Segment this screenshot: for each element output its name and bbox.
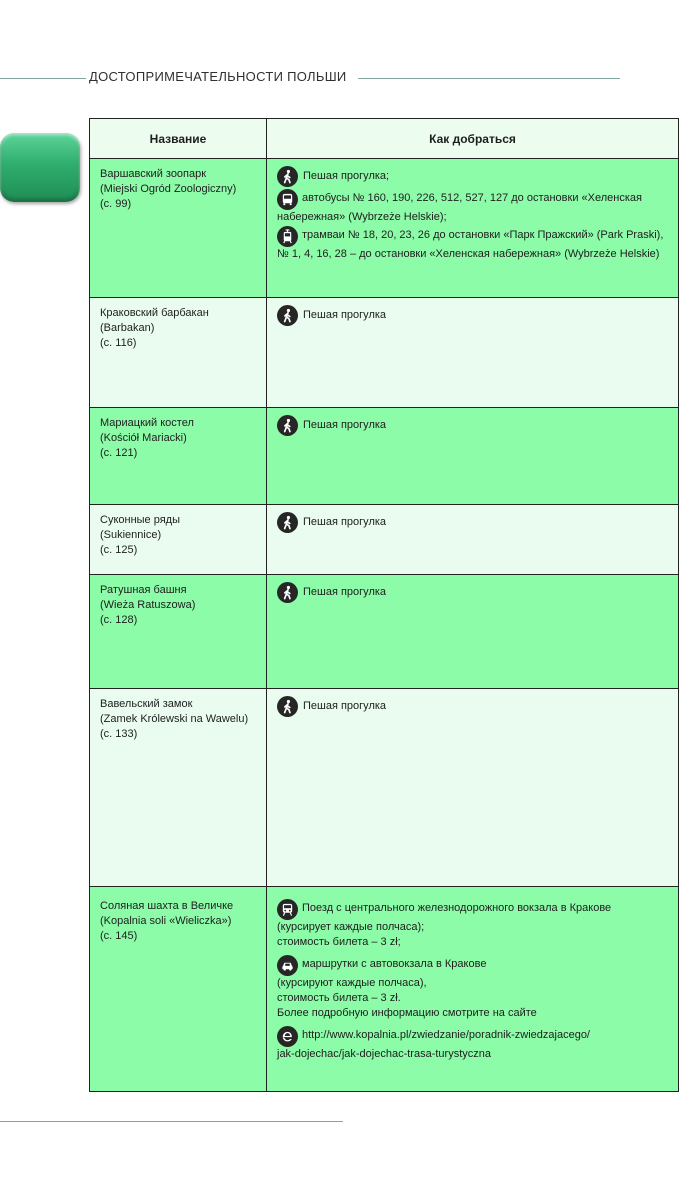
place-name: Мариацкий костел — [100, 417, 194, 429]
walk-text: Пешая прогулка — [303, 700, 387, 712]
page-header: ДОСТОПРИМЕЧАТЕЛЬНОСТИ ПОЛЬШИ — [89, 69, 347, 84]
walking-icon — [277, 696, 298, 717]
walk-route — [277, 166, 674, 188]
train-price: стоимость билета – 3 zł; — [277, 936, 401, 948]
place-name: Вавельский замок — [100, 698, 193, 710]
train-frequency: (курсирует каждые полчаса); — [277, 921, 425, 933]
place-name-original: (Kopalnia soli «Wieliczka») — [100, 915, 232, 927]
page-reference: (с. 116) — [100, 337, 137, 349]
name-cell — [90, 505, 267, 575]
table-row — [90, 575, 679, 689]
car-icon — [277, 955, 298, 976]
table-row — [90, 408, 679, 505]
walk-text: Пешая прогулка — [303, 419, 387, 431]
bus-route — [277, 189, 674, 225]
walking-icon — [277, 305, 298, 326]
page-reference: (с. 99) — [100, 198, 132, 210]
place-name-original: (Wieża Ratuszowa) — [100, 599, 196, 611]
walk-text: Пешая прогулка — [303, 516, 387, 528]
column-header-route: Как добраться — [267, 119, 679, 159]
walk-route — [277, 512, 674, 534]
walk-route — [277, 415, 674, 437]
place-name-original: (Sukiennice) — [100, 529, 162, 541]
place-name-original: (Zamek Królewski na Wawelu) — [100, 713, 249, 725]
table-row — [90, 689, 679, 887]
name-cell — [90, 298, 267, 408]
internet-e-icon — [277, 1026, 298, 1047]
tram-route — [277, 226, 674, 262]
website-link[interactable] — [277, 1026, 674, 1062]
name-cell — [90, 575, 267, 689]
header-rule-left — [0, 78, 86, 79]
route-cell — [267, 298, 679, 408]
route-cell — [267, 505, 679, 575]
website-url-continued[interactable]: jak-dojechac/jak-dojechac-trasa-turystyczna — [277, 1048, 491, 1060]
minibus-price: стоимость билета – 3 zł. — [277, 992, 401, 1004]
footer-rule — [0, 1121, 343, 1122]
train-route — [277, 899, 674, 950]
website-url[interactable]: http://www.kopalnia.pl/zwiedzanie/poradnik-zwiedzajacego/ — [302, 1029, 590, 1041]
place-name-original: (Kościół Mariacki) — [100, 432, 187, 444]
tram-icon — [277, 226, 298, 247]
tram-text: трамваи № 18, 20, 23, 26 до остановки «Парк Пражский» (Park Praski), № 1, 4, 16, 28 – до остановки «Хеленская набережная» (Wybrzeże Helskie) — [277, 229, 664, 260]
place-name: Варшавский зоопарк — [100, 168, 207, 180]
walk-route — [277, 582, 674, 604]
page-reference: (с. 133) — [100, 728, 138, 740]
train-icon — [277, 899, 298, 920]
name-cell — [90, 689, 267, 887]
name-cell — [90, 408, 267, 505]
table-row — [90, 887, 679, 1092]
bus-icon — [277, 189, 298, 210]
name-cell — [90, 159, 267, 298]
page-reference: (с. 125) — [100, 544, 138, 556]
route-cell — [267, 689, 679, 887]
sights-table — [89, 118, 679, 1092]
walking-icon — [277, 166, 298, 187]
walking-icon — [277, 512, 298, 533]
place-name: Соляная шахта в Величке — [100, 900, 234, 912]
chapter-tab-marker — [0, 133, 80, 202]
walk-route — [277, 696, 674, 718]
page-reference: (с. 145) — [100, 930, 138, 942]
walking-icon — [277, 582, 298, 603]
header-rule-right — [358, 78, 620, 79]
table-row — [90, 505, 679, 575]
minibus-frequency: (курсируют каждые полчаса), — [277, 977, 427, 989]
table-row — [90, 159, 679, 298]
table-header-row — [90, 119, 679, 159]
walk-text: Пешая прогулка — [303, 586, 387, 598]
walk-text: Пешая прогулка; — [303, 170, 390, 182]
bus-text: автобусы № 160, 190, 226, 512, 527, 127 до остановки «Хеленская набережная» (Wybrzeże Helskie); — [277, 192, 642, 223]
route-cell — [267, 159, 679, 298]
train-text: Поезд с центрального железнодорожного вокзала в Кракове — [302, 902, 612, 914]
place-name: Суконные ряды — [100, 514, 181, 526]
walk-text: Пешая прогулка — [303, 309, 387, 321]
page-reference: (с. 121) — [100, 447, 138, 459]
walking-icon — [277, 415, 298, 436]
page-reference: (с. 128) — [100, 614, 138, 626]
walk-route — [277, 305, 674, 327]
minibus-text: маршрутки с автовокзала в Кракове — [302, 958, 487, 970]
route-cell — [267, 408, 679, 505]
place-name-original: (Barbakan) — [100, 322, 155, 334]
column-header-name: Название — [90, 119, 267, 159]
more-info-text: Более подробную информацию смотрите на сайте — [277, 1007, 537, 1019]
route-cell — [267, 887, 679, 1092]
route-cell — [267, 575, 679, 689]
table-row — [90, 298, 679, 408]
minibus-route — [277, 955, 674, 1021]
place-name: Ратушная башня — [100, 584, 187, 596]
place-name: Краковский барбакан — [100, 307, 209, 319]
name-cell — [90, 887, 267, 1092]
place-name-original: (Miejski Ogród Zoologiczny) — [100, 183, 237, 195]
